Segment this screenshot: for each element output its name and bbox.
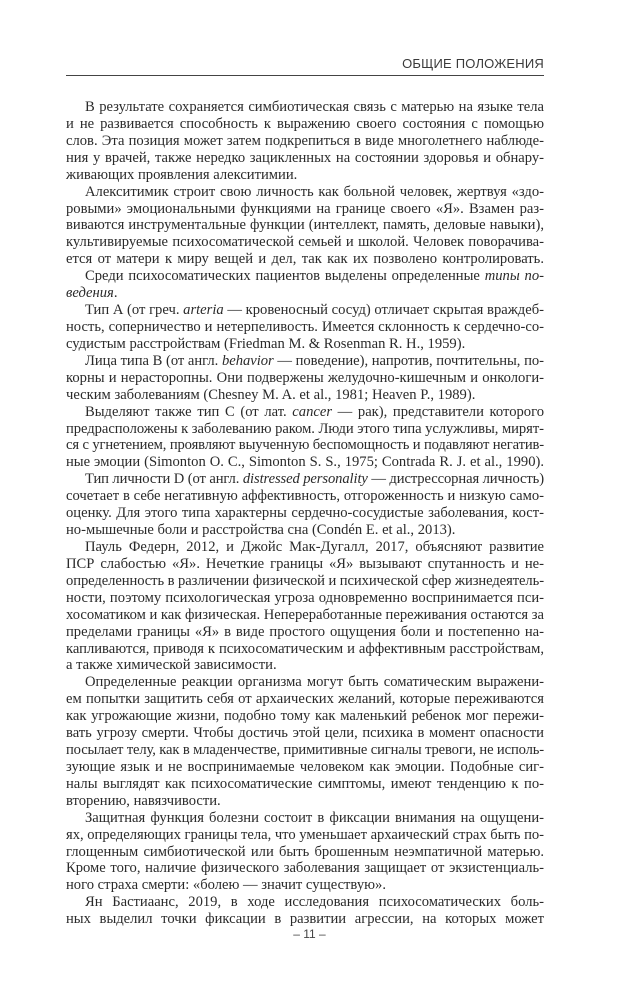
emphasis-term: cancer xyxy=(292,403,333,420)
text-run: — поведение), напротив, почтительны, по- xyxy=(273,352,544,369)
text-run: Среди психосоматических пациентов выделены определенные xyxy=(85,268,485,285)
text-line: предрасположены к заболеванию раком. Люди этого типа услужливы, мирят- xyxy=(66,420,544,437)
text-line: Алекситимик строит свою личность как больной человек, жертвуя «здо- xyxy=(85,183,544,200)
emphasis-term: ведения xyxy=(66,285,114,302)
text-line: но-мышечные боли и расстройства сна (Condén E. et al., 2013). xyxy=(66,522,456,539)
text-line: ях, определяющих границы тела, что уменьшает архаический страх быть по- xyxy=(66,826,544,843)
paragraph xyxy=(66,810,544,895)
text-line: как угрожающие жизни, подобно тому как маленький ребенок мог пережи- xyxy=(66,708,544,725)
text-run: . xyxy=(113,285,118,302)
text-line: и не развивается способность к выражению своего состояния с помощью xyxy=(66,115,544,132)
text-line: Кроме того, наличие физического заболевания защищает от экзистенциаль- xyxy=(66,860,544,877)
text-line: ем попытки защитить себя от архаических желаний, которые переживаются xyxy=(66,691,544,708)
emphasis-term: типы по- xyxy=(484,268,544,285)
text-line: ровыми» эмоциональными функциями на границе своего «Я». Взамен раз- xyxy=(66,200,544,217)
text-line xyxy=(66,285,544,302)
text-line: культивируемые психосоматической семьей и школой. Человек поворачива- xyxy=(66,234,544,251)
text-line: ПСР слабостью «Я». Нечеткие границы «Я» вызывают спутанность и не- xyxy=(66,555,544,572)
text-line: вторению, навязчивости. xyxy=(66,792,221,809)
emphasis-term: distressed personality xyxy=(242,471,368,488)
text-line: пределами границы «Я» в виде простого ощущения боли и постепенно на- xyxy=(66,623,544,640)
text-line xyxy=(66,471,544,488)
body-text xyxy=(66,99,544,928)
text-line: оценку. Для этого типа характерны сердечно-сосудистые заболевания, кост- xyxy=(66,505,544,522)
text-line: хосоматиком и как физическая. Непереработанные переживания остаются за xyxy=(66,606,544,623)
text-line xyxy=(66,353,544,370)
text-line: Защитная функция болезни состоит в фиксации внимания на ощущени- xyxy=(85,809,544,826)
text-run: Тип личности D (от англ. xyxy=(85,471,243,488)
text-line: виваются инструментальные функции (интеллект, память, деловые навыки), xyxy=(66,217,544,234)
text-line: Ян Бастиаанс, 2019, в ходе исследования психосоматических боль- xyxy=(85,894,544,911)
emphasis-term: arteria xyxy=(183,302,224,319)
text-line: ния у врачей, также нередко зацикленных на состоянии здоровья и обнару- xyxy=(66,149,544,166)
paragraph-behavior-types xyxy=(66,268,544,302)
paragraph xyxy=(66,99,544,184)
text-line: Определенные реакции организма могут быть соматическим выражени- xyxy=(85,674,544,691)
text-line: а также химической зависимости. xyxy=(66,657,277,674)
paragraph-type-c xyxy=(66,404,544,472)
text-line: вать угрозу смерти. Чтобы достичь этой цели, психика в момент опасности xyxy=(66,725,544,742)
text-run: — кровеносный сосуд) отличает скрытая враждеб- xyxy=(223,302,544,319)
text-line xyxy=(66,268,544,285)
paragraph-type-d xyxy=(66,471,544,539)
text-line: судистым расстройствам (Friedman M. & Rosenman R. H., 1959). xyxy=(66,335,466,352)
paragraph-type-b xyxy=(66,353,544,404)
text-run: Лица типа В (от англ. xyxy=(85,352,222,369)
text-line: посылает телу, как в младенчестве, примитивные сигналы тревоги, не исполь- xyxy=(66,742,544,759)
running-title: ОБЩИЕ ПОЛОЖЕНИЯ xyxy=(402,56,544,71)
text-line: налы выглядят как психосоматические симптомы, имеют тенденцию к по- xyxy=(66,775,544,792)
paragraph xyxy=(66,894,544,928)
text-line: сочетает в себе негативную аффективность, отгороженность и низкую само- xyxy=(66,488,544,505)
page-number: – 11 – xyxy=(293,927,326,941)
paragraph xyxy=(66,184,544,269)
paragraph xyxy=(66,674,544,809)
text-run: — рак), представители которого xyxy=(332,403,544,420)
text-run: Выделяют также тип С (от лат. xyxy=(85,403,293,420)
text-run: Тип А (от греч. xyxy=(85,302,184,319)
text-line: живающих проявления алекситимии. xyxy=(66,166,298,183)
text-line: ность, соперничество и нетерпеливость. Имеется склонность к сердечно-со- xyxy=(66,318,544,335)
text-line: Пауль Федерн, 2012, и Джойс Мак-Дугалл, 2017, объясняют развитие xyxy=(85,538,544,555)
paragraph xyxy=(66,539,544,674)
text-line: глощенным симбиотической или быть брошенным неэмпатичной матерью. xyxy=(66,843,544,860)
text-line: ных выделил точки фиксации в развитии агрессии, на которых может xyxy=(66,911,544,928)
text-line: ется от матери к миру вещей и дел, так как их позволено контролировать. xyxy=(66,251,544,268)
text-line: слов. Эта позиция может затем подкрепиться в виде многолетнего наблюде- xyxy=(66,132,544,149)
running-head xyxy=(66,56,544,76)
text-line xyxy=(66,404,544,421)
text-line: ности, поэтому психологическая угроза одновременно воспринимается пси- xyxy=(66,589,544,606)
text-line: ся с угнетением, проявляют выученную беспомощность и подавляют негатив- xyxy=(66,437,544,454)
paragraph-type-a xyxy=(66,302,544,353)
text-line: В результате сохраняется симбиотическая связь с матерью на языке тела xyxy=(85,99,544,115)
text-line: ные эмоции (Simonton O. C., Simonton S. S., 1975; Contrada R. J. et al., 1990). xyxy=(66,454,544,471)
text-line: корны и нерасторопны. Они подвержены желудочно-кишечным и онкологи- xyxy=(66,369,544,386)
text-line: ческим заболеваниям (Chesney M. A. et al., 1981; Heaven P., 1989). xyxy=(66,386,476,403)
text-line: ного страха смерти: «болею — значит существую». xyxy=(66,877,386,894)
text-line xyxy=(66,302,544,319)
text-line: определенность в различении физической и психической сфер жизнедеятель- xyxy=(66,572,544,589)
text-line: капливаются, приводя к психосоматическим и аффективным расстройствам, xyxy=(66,640,544,657)
text-line: зующие язык и не воспринимаемые человеком как эмоции. Подобные сиг- xyxy=(66,758,544,775)
text-run: — дистрессорная личность) xyxy=(367,471,544,488)
emphasis-term: behavior xyxy=(221,352,274,369)
